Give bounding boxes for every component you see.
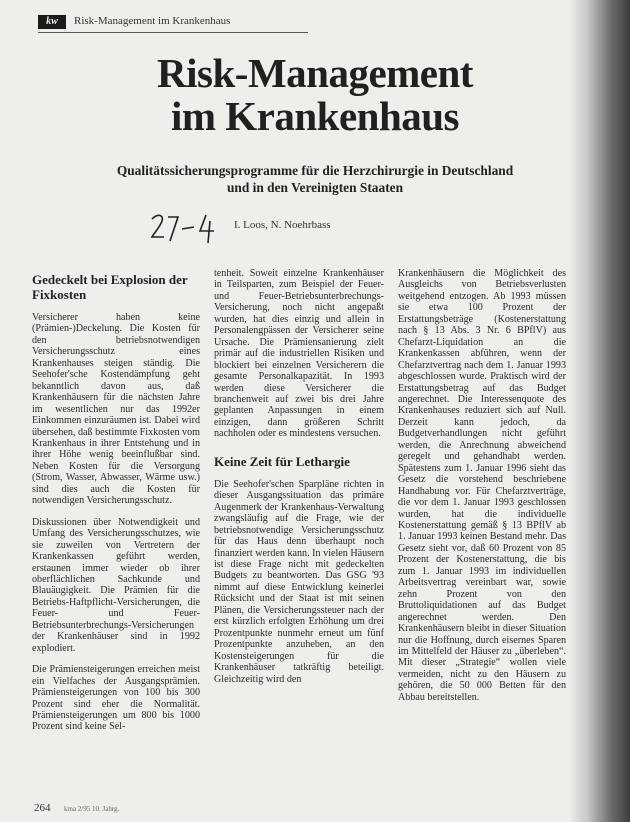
text-column-3 [398,268,566,813]
subtitle-line-1: Qualitätssicherungsprogramme für die Herzchirurgie in Deutschland [116,163,514,178]
subtitle-line-2: und in den Vereinigten Staaten [226,180,404,195]
paragraph: Die Prämiensteigerungen erreichen meist ein Vielfaches der Ausgangsprämien. Prämiensteigerungen von 100 bis 300 Prozent sind eher die Normalität. Prämiensteigerungen um 800 bis 1000 Prozent sind keine Sel- [32,664,200,733]
article-subtitle [0,162,630,196]
title-line-2: im Krankenhaus [170,93,460,139]
paragraph: Versicherer haben keine (Prämien-)Deckelung. Die Kosten für den betriebsnotwendigen Versicherungsschutz eines Krankenhauses steigen ständig. Die Seehofer'sche Kostendämpfung geht bekanntlich davon aus, daß Krankenhäusern für die nächsten Jahre im wesentlichen nur das 1992er Einkommen einzuräumen ist. Dabei wird übersehen, daß bestimmte Fixkosten vom Krankenhaus in ihrer Entstehung und in ihrer Höhe wenig beeinflußbar sind. Neben Kosten für die Versorgung (Strom, Wasser, Abwasser, Wärme usw.) sind dies auch die Kosten für notwendigen Versicherungsschutz. [32,312,200,507]
running-header [38,15,598,31]
handwritten-note [148,207,220,249]
section-heading: Keine Zeit für Lethargie [214,453,350,469]
paragraph: Diskussionen über Notwendigkeit und Umfang des Versicherungsschutzes, wie sie zuweilen von Vertretern der Krankenkassen geführt werden, erstaunen immer wieder ob ihrer oberflächlichen Sachkunde und Blauäugigkeit. Die Prämien für die Betriebs-Haftpflicht-Versicherungen, die Feuer- und Feuer-Betriebsunterbrechungs-Versicherungen der Krankenhäuser sind in 1992 explodiert. [32,516,200,654]
paragraph: Die Seehofer'schen Sparpläne richten in dieser Ausgangssituation das primäre Augenmerk der Krankenhaus-Verwaltung zwangsläufig auf die Frage, wie der betriebsnotwendige Versicherungsschutz für das Haus denn überhaupt noch finanziert werden kann. In vielen Häusern ist diese Frage nicht mit gedeckelten Budgets zu beantworten. Das GSG '93 nimmt auf diese Entwicklung keinerlei Rücksicht und der Staat ist mit seinen Plänen, die Versicherungssteuer nach der erst kürzlich erfolgten Erhöhung um drei Prozentpunkte nunmehr erneut um fünf Prozentpunkte anzuheben, an den Kostensteigerungen für die Krankenhäuser tatkräftig beteiligt. Gleichzeitig wird den [214,478,384,685]
article-title [0,52,630,138]
authors: I. Loos, N. Noehrbass [234,219,331,231]
journal-reference: kma 2/95 10. Jahrg. [64,805,120,813]
paragraph: tenheit. Soweit einzelne Krankenhäuser in Teilsparten, zum Beispiel der Feuer- und Feuer-Betriebsunterbrechungs-Versicherung, noch nicht angepaßt wurden, hat dies einzig und allein in Personalengpässen der Versicherer seine Ursache. Die Prämiensanierung zielt primär auf die industriellen Risiken und blockiert bei einzelnen Versicherern die gesamte Personalkapazität. In 1993 werden diese Versicherer die branchenweit auf zwei bis drei Jahre geplanten Anpassungen in einem einzigen, dann größeren Schritt nachholen oder es mindestens versuchen. [214,268,384,440]
section-heading: Gedeckelt bei Explosion der Fixkosten [32,272,188,302]
text-column-2 [214,268,384,813]
page-number: 264 [34,802,51,814]
paragraph: Krankenhäusern die Möglichkeit des Ausgleichs von Betriebsverlusten weitgehend entzogen. Ab 1993 müssen sie etwa 100 Prozent der Erstattungsbeträge (Kostenerstattung nach § 13 Abs. 3 Nr. 6 BPflV) aus Chefarzt-Liquidation an die Krankenkassen abführen, wenn der Chefarztvertrag nach dem 1. Januar 1993 abgeschlossen wurde. Praktisch wird der Erstattungsbetrag auf das Budget angerechnet. Die Interessenquote des Krankenhauses reduziert sich auf Null. Derzeit kann jedoch, da Budgetverhandlungen nicht geführt werden, die Anrechnung abweichend geregelt und gehandhabt werden. Spätestens zum 1. Januar 1996 sieht das Gesetz die vorstehend beschriebene Handhabung vor. Für Chefarztverträge, die vor dem 1. Januar 1993 geschlossen wurden, hat die individuelle Kostenerstattung gemäß § 13 BPflV ab 1. Januar 1993 keinen Bestand mehr. Das Gesetz sieht vor, daß 60 Prozent von 85 Prozent der Kostenerstattung, die bis zum 1. Januar 1993 im individuellen Arbeitsvertrag vereinbart war, sowie zehn Prozent von den Bruttoliquidationen auf das Budget angerechnet werden. Den Krankenhäusern bleibt in dieser Situation nur die Hoffnung, durch eisernes Sparen im Mittelfeld der Häuser zu „überleben“. Mit dieser „Strategie“ wollen viele vermeiden, nicht zu den Häusern zu gehören, die 50 000 Betten für den Abbau bereitstellen. [398,268,566,703]
journal-logo: kw [38,15,66,29]
title-line-1: Risk-Management [157,50,473,96]
text-column-1 [32,268,200,813]
header-rule [38,32,308,33]
running-title: Risk-Management im Krankenhaus [74,15,231,27]
